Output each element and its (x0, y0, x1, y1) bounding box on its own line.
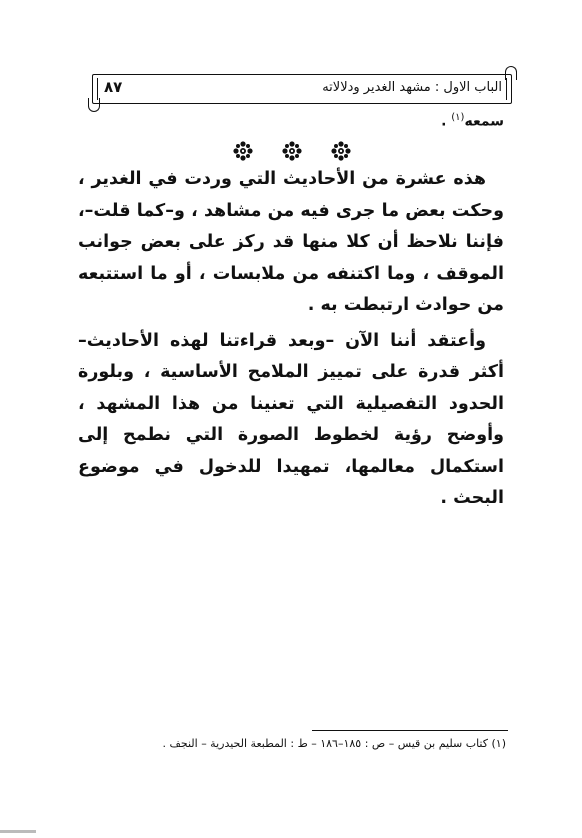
section-divider (232, 140, 352, 162)
footnote-reference: (١) (451, 112, 465, 123)
chapter-title: الباب الاول : مشهد الغدير ودلالاته (322, 80, 502, 95)
page-number: ٨٧ (104, 78, 123, 96)
footnote-separator (312, 730, 508, 731)
paragraph: هذه عشرة من الأحاديث التي وردت في الغدير ، وحكت بعض ما جرى فيه من مشاهد ، و–كما قلت–، فإننا نلاحظ أن كلا منها قد ركز على بعض جوانب الموقف ، وما اكتنفه من ملابسات ، أو ما استتبعه من حوادث ارتبطت به . (78, 169, 504, 315)
floral-divider-icon (232, 140, 254, 162)
scroll-curl-decoration (88, 98, 100, 112)
scan-edge-mark (0, 830, 36, 833)
floral-divider-icon (281, 140, 303, 162)
end-mark: . (441, 113, 447, 130)
floral-divider-icon (330, 140, 352, 162)
footnote: (١) كتاب سليم بن قيس – ص : ١٨٥–١٨٦ – ط : المطبعة الحيدرية – النجف . (162, 737, 506, 750)
carried-over-text (441, 112, 504, 130)
body-text (78, 164, 504, 515)
paragraph: وأعتقد أننا الآن –وبعد قراءتنا لهذه الأحاديث– أكثر قدرة على تمييز الملامح الأساسية ، وبلورة الحدود التفصيلية التي تعنينا من هذا المشهد ، وأوضح رؤية لخطوط الصورة التي نطمح إلى استكمال معالمها، تمهيدا للدخول في موضوع البحث . (78, 330, 504, 508)
carried-word: سمعه (464, 113, 504, 130)
